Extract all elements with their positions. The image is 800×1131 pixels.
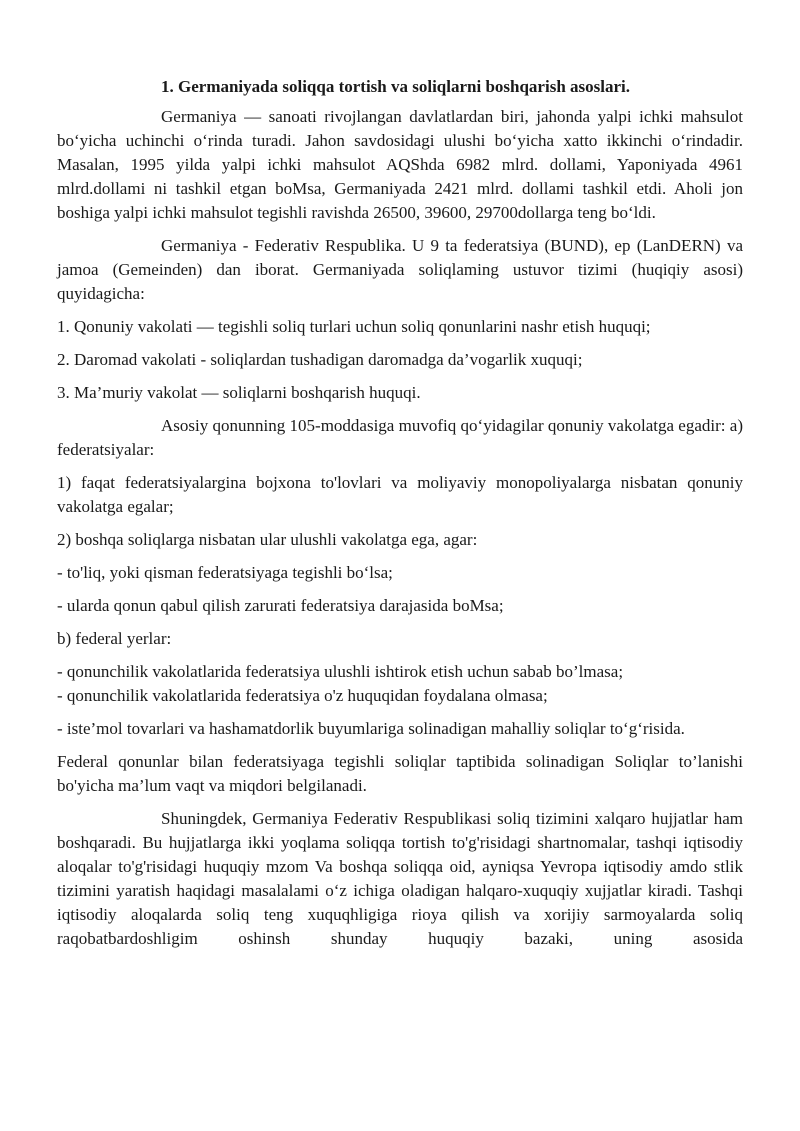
paragraph-federal-structure: Germaniya - Federativ Respublika. U 9 ta federatsiya (BUND), ep (LanDERN) va jamoa (Gemeinden) dan iborat. Germaniyada soliqlaming ustuvor tizimi (huqiqiy asosi) quyidagicha: [57, 236, 743, 303]
paragraph-intro: Germaniya — sanoati rivojlangan davlatlardan biri, jahonda yalpi ichki mahsulot bo‘yicha uchinchi o‘rinda turadi. Jahon savdosidagi ulushi bo‘yicha xatto ikkinchi o‘rindadir. Masalan, 1995 yilda yalpi ichki mahsulot AQShda 6982 mlrd. dollami, Yaponiyada 4961 mlrd.dollami ni tashkil etgan boMsa, Germaniyada 2421 mlrd. dollami tashkil etdi. Aholi jon boshiga yalpi ichki mahsulot tegishli ravishda 26500, 39600, 29700dollarga teng bo‘ldi. [57, 107, 743, 222]
document-page [57, 75, 743, 951]
list-item-federal-level: - ularda qonun qabul qilish zarurati federatsiya darajasida boMsa; [57, 596, 504, 615]
list-item-revenue: 2. Daromad vakolati - soliqlardan tushadigan daromadga da’vogarlik xuquqi; [57, 350, 583, 369]
list-item-no-right: - qonunchilik vakolatlarida federatsiya o'z huquqidan foydalana olmasa; [57, 686, 548, 705]
paragraph-federal-laws: Federal qonunlar bilan federatsiyaga tegishli soliqlar taptibida solinadigan Soliqlar to’lanishi bo'yicha ma’lum vaqt va miqdori belgilanadi. [57, 752, 743, 795]
list-item-customs: 1) faqat federatsiyalargina bojxona to'lovlari va moliyaviy monopoliyalarga nisbatan qonuniy vakolatga egalar; [57, 473, 743, 516]
list-item-full-partial: - to'liq, yoki qisman federatsiyaga tegishli bo‘lsa; [57, 563, 393, 582]
list-item-no-reason: - qonunchilik vakolatlarida federatsiya ulushli ishtirok etish uchun sabab bo’lmasa; [57, 662, 624, 681]
list-item-administrative: 3. Ma’muriy vakolat — soliqlarni boshqarish huquqi. [57, 383, 421, 402]
list-item-federal-lands: b) federal yerlar: [57, 629, 172, 648]
list-item-legislative: 1. Qonuniy vakolati — tegishli soliq turlari uchun soliq qonunlarini nashr etish huquqi; [57, 317, 651, 336]
paragraph-international: Shuningdek, Germaniya Federativ Respublikasi soliq tizimini xalqaro hujjatlar ham boshqaradi. Bu hujjatlarga ikki yoqlama soliqqa tortish to'g'risidagi shartnomalar, tashqi iqtisodiy aloqalar to'g'risidagi huquqiy mzom Va boshqa soliqqa oid, ayniqsa Yevropa iqtisodiy amdo stlik tizimini yaratish haqidagi masalalami o‘z ichiga oladigan halqaro-xuquqiy xujjatlar kiradi. Tashqi iqtisodiy aloqalarda soliq teng xuquqhligiga rioya qilish va xorijiy sarmoyalarda soliq raqobatbardoshligim oshinsh shunday huquqiy bazaki, uning asosida [57, 809, 743, 948]
section-heading: 1. Germaniyada soliqqa tortish va soliqlarni boshqarish asoslari. [161, 77, 630, 96]
list-item-shared-authority: 2) boshqa soliqlarga nisbatan ular ulushli vakolatga ega, agar: [57, 530, 478, 549]
list-item-local-taxes: - iste’mol tovarlari va hashamatdorlik buyumlariga solinadigan mahalliy soliqlar to‘g‘risida. [57, 719, 685, 738]
paragraph-article-105: Asosiy qonunning 105-moddasiga muvofiq qo‘yidagilar qonuniy vakolatga egadir: a) federatsiyalar: [57, 416, 743, 459]
